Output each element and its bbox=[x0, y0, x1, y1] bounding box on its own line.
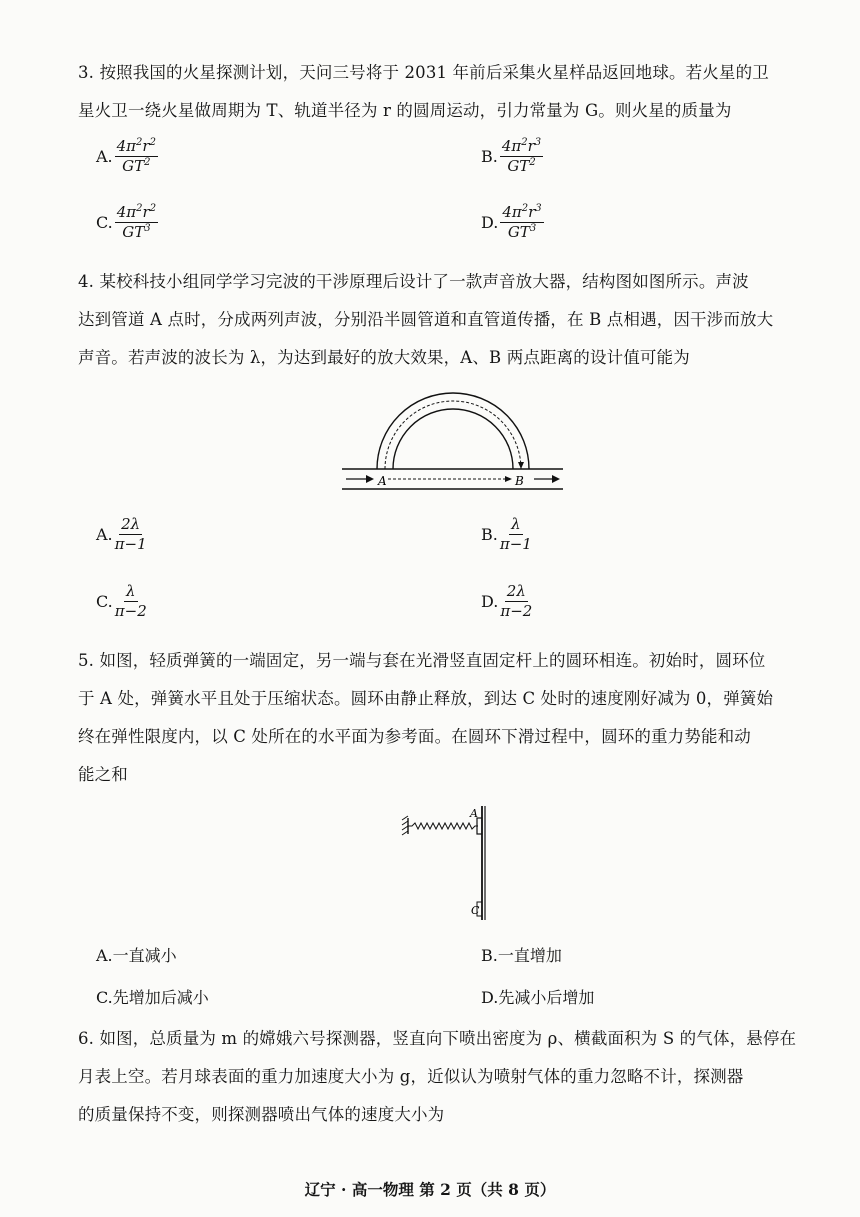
q3-option-c[interactable] bbox=[96, 204, 158, 241]
q4-option-a-fraction: $\frac{2\lambda}{\pi-1}$ bbox=[114, 515, 147, 553]
q5-line-4: 能之和 bbox=[78, 765, 128, 784]
point-b-label: B bbox=[515, 474, 524, 488]
option-label: C. bbox=[96, 213, 113, 232]
q4-option-c-fraction: $\frac{\lambda}{\pi-2}$ bbox=[114, 582, 147, 620]
option-label: C. bbox=[96, 592, 113, 611]
point-a-label: A bbox=[470, 807, 478, 820]
option-label: A. bbox=[96, 147, 113, 166]
q5-option-c[interactable]: C.先增加后减小 bbox=[96, 988, 209, 1007]
q3-option-d-fraction: $\frac{4\pi^2r^3}{GT^3}$ bbox=[502, 203, 542, 241]
q4-line-2: 达到管道 A 点时，分成两列声波，分别沿半圆管道和直管道传播，在 B 点相遇，因干涉而放大 bbox=[78, 310, 774, 329]
q5-option-b[interactable]: B.一直增加 bbox=[481, 946, 562, 965]
q6-line-2: 月表上空。若月球表面的重力加速度大小为 g，近似认为喷射气体的重力忽略不计，探测器 bbox=[78, 1067, 744, 1086]
q5-line-3: 终在弹性限度内，以 C 处所在的水平面为参考面。在圆环下滑过程中，圆环的重力势能和动 bbox=[78, 727, 751, 746]
q3-option-b[interactable] bbox=[481, 138, 543, 175]
q3-option-a[interactable] bbox=[96, 138, 158, 175]
q3-option-d[interactable] bbox=[481, 204, 544, 241]
q5-option-a[interactable]: A.一直减小 bbox=[96, 946, 177, 965]
q4-option-b-fraction: $\frac{\lambda}{\pi-1}$ bbox=[499, 515, 532, 553]
option-label: B. bbox=[481, 147, 498, 166]
option-label: D. bbox=[481, 592, 499, 611]
q3-option-c-fraction: $\frac{4\pi^2r^2}{GT^3}$ bbox=[116, 203, 157, 241]
q3-line-2: 星火卫一绕火星做周期为 T、轨道半径为 r 的圆周运动，引力常量为 G。则火星的质量为 bbox=[78, 101, 732, 120]
option-label: D. bbox=[481, 213, 499, 232]
q6-line-1: 6. 如图，总质量为 m 的嫦娥六号探测器，竖直向下喷出密度为 ρ、横截面积为 S 的气体，悬停在 bbox=[78, 1029, 797, 1048]
option-label: A. bbox=[96, 525, 113, 544]
q4-option-d[interactable] bbox=[481, 583, 532, 620]
spring-rod-diagram bbox=[398, 800, 498, 925]
q4-option-d-fraction: $\frac{2\lambda}{\pi-2}$ bbox=[500, 582, 533, 620]
q4-option-b[interactable] bbox=[481, 516, 532, 553]
q3-option-b-fraction: $\frac{4\pi^2r^3}{GT^2}$ bbox=[501, 137, 542, 175]
q4-line-1: 4. 某校科技小组同学学习完波的干涉原理后设计了一款声音放大器，结构图如图所示。声波 bbox=[78, 272, 749, 291]
q4-option-a[interactable] bbox=[96, 516, 147, 553]
page-footer: 辽宁 · 高一物理 第 2 页（共 8 页） bbox=[304, 1180, 556, 1199]
q3-line-1: 3. 按照我国的火星探测计划，天问三号将于 2031 年前后采集火星样品返回地球。若火星的卫 bbox=[78, 63, 769, 82]
point-c-label: C bbox=[471, 904, 480, 917]
q5-line-1: 5. 如图，轻质弹簧的一端固定，另一端与套在光滑竖直固定杆上的圆环相连。初始时，圆环位 bbox=[78, 651, 766, 670]
q5-line-2: 于 A 处，弹簧水平且处于压缩状态。圆环由静止释放，到达 C 处时的速度刚好减为 0，弹簧始 bbox=[78, 689, 774, 708]
q5-option-d[interactable]: D.先减小后增加 bbox=[481, 988, 595, 1007]
q4-line-3: 声音。若声波的波长为 λ，为达到最好的放大效果，A、B 两点距离的设计值可能为 bbox=[78, 348, 690, 367]
q3-option-a-fraction: $\frac{4\pi^2r^2}{GT^2}$ bbox=[116, 137, 156, 175]
q6-line-3: 的质量保持不变，则探测器喷出气体的速度大小为 bbox=[78, 1105, 445, 1124]
point-a-label: A bbox=[378, 474, 387, 488]
q4-option-c[interactable] bbox=[96, 583, 147, 620]
option-label: B. bbox=[481, 525, 498, 544]
sound-amplifier-diagram bbox=[340, 384, 565, 494]
